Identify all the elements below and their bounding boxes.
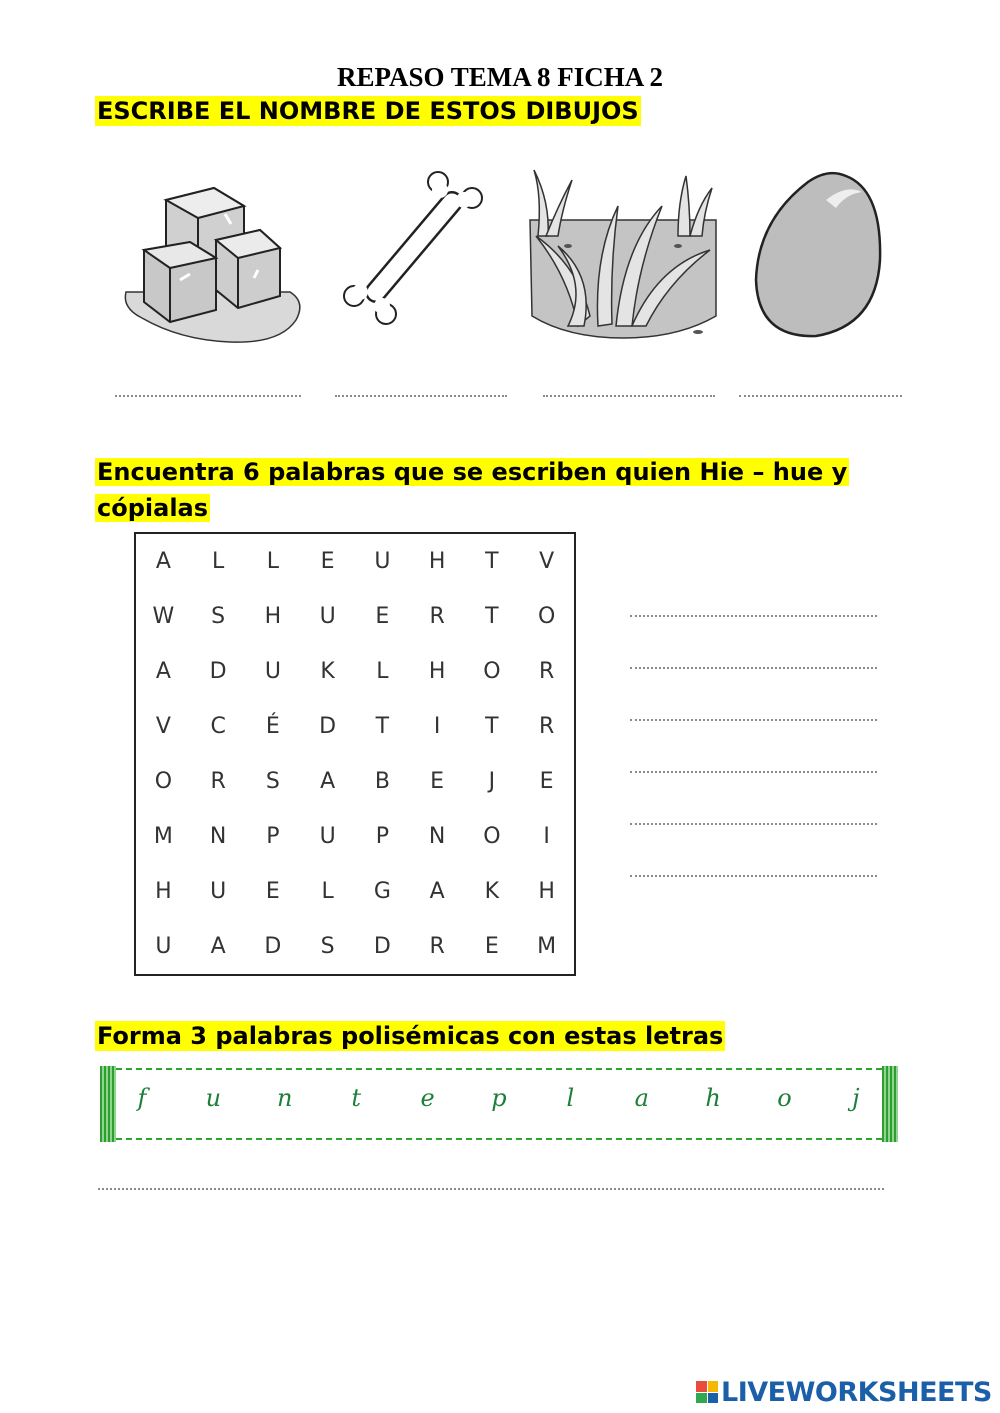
letter-tile: u	[205, 1084, 222, 1112]
grid-cell[interactable]: U	[155, 934, 172, 959]
letters-row	[122, 1084, 876, 1112]
grid-cell[interactable]: K	[320, 659, 335, 684]
grid-cell[interactable]: L	[266, 549, 279, 574]
letter-tile: f	[137, 1084, 147, 1112]
grid-cell[interactable]: U	[264, 659, 281, 684]
grid-cell[interactable]: K	[484, 879, 500, 904]
letter-tile: n	[277, 1084, 293, 1112]
grid-cell[interactable]: T	[485, 714, 499, 739]
grid-cell[interactable]: A	[429, 879, 445, 904]
word-line-3[interactable]	[630, 719, 877, 721]
letter-tile: e	[420, 1084, 435, 1112]
grid-cell[interactable]: É	[265, 714, 280, 739]
grid-cell[interactable]: O	[537, 604, 556, 629]
grid-cell[interactable]: E	[539, 769, 554, 794]
grid-cell[interactable]: R	[429, 604, 445, 629]
grid-cell[interactable]: H	[264, 604, 282, 629]
word-line-2[interactable]	[630, 667, 877, 669]
grid-row	[136, 644, 574, 699]
grid-cell[interactable]: U	[374, 549, 391, 574]
letter-tile: o	[777, 1084, 792, 1112]
word-line-1[interactable]	[630, 615, 877, 617]
grid-cell[interactable]: O	[483, 659, 501, 684]
logo-mark-square	[696, 1381, 707, 1392]
section1-heading: ESCRIBE EL NOMBRE DE ESTOS DIBUJOS	[97, 97, 639, 125]
logo-mark-square	[696, 1393, 707, 1404]
word-line-4[interactable]	[630, 771, 877, 773]
polysemic-answer-line[interactable]	[98, 1188, 884, 1190]
strip-right-border	[882, 1066, 898, 1142]
answer-line-1[interactable]	[115, 395, 301, 397]
logo-mark-square	[708, 1393, 719, 1404]
grid-cell[interactable]: B	[374, 769, 390, 794]
grid-row	[136, 864, 574, 919]
grid-cell[interactable]: S	[211, 604, 226, 629]
grid-cell[interactable]: L	[321, 879, 334, 904]
grid-cell[interactable]: P	[266, 824, 280, 849]
grid-row	[136, 534, 574, 589]
grid-cell[interactable]: D	[373, 934, 391, 959]
grid-cell[interactable]: M	[537, 934, 557, 959]
liveworksheets-logo	[696, 1377, 992, 1407]
grass-picture	[528, 166, 718, 350]
grid-cell[interactable]: U	[319, 604, 336, 629]
grid-cell[interactable]: E	[375, 604, 390, 629]
letters-strip	[100, 1066, 898, 1144]
grid-cell[interactable]: T	[375, 714, 390, 739]
grid-cell[interactable]: R	[210, 769, 226, 794]
grid-cell[interactable]: C	[210, 714, 226, 739]
grid-cell[interactable]: J	[488, 769, 496, 794]
grid-row	[136, 699, 574, 754]
grid-cell[interactable]: U	[210, 879, 227, 904]
liveworksheets-mark-icon	[696, 1381, 718, 1403]
grid-cell[interactable]: G	[373, 879, 391, 904]
word-line-5[interactable]	[630, 823, 877, 825]
grid-cell[interactable]: N	[209, 824, 227, 849]
grid-cell[interactable]: N	[428, 824, 446, 849]
answer-line-4[interactable]	[739, 395, 902, 397]
grid-cell[interactable]: T	[485, 549, 499, 574]
section2-heading-line2: cópialas	[97, 494, 209, 522]
answer-line-2[interactable]	[335, 395, 507, 397]
grid-cell[interactable]: H	[428, 659, 446, 684]
grid-cell[interactable]: A	[210, 934, 226, 959]
egg-picture	[750, 170, 886, 342]
grid-cell[interactable]: H	[538, 879, 555, 904]
grid-cell[interactable]: D	[319, 714, 337, 739]
grid-cell[interactable]: S	[265, 769, 280, 794]
grid-cell[interactable]: P	[375, 824, 390, 849]
grid-cell[interactable]: R	[429, 934, 445, 959]
word-line-6[interactable]	[630, 875, 877, 877]
ice-cubes-picture	[120, 180, 310, 350]
grid-cell[interactable]: I	[543, 824, 550, 849]
section2-heading	[95, 454, 865, 526]
grid-cell[interactable]: E	[430, 769, 445, 794]
grid-cell[interactable]: L	[376, 659, 389, 684]
grid-cell[interactable]: D	[209, 659, 227, 684]
brand-name: LIVEWORKSHEETS	[721, 1376, 992, 1408]
letter-tile: p	[491, 1084, 507, 1112]
letter-tile: t	[351, 1084, 361, 1112]
grid-cell[interactable]: E	[320, 549, 335, 574]
grid-cell[interactable]: R	[538, 714, 555, 739]
section2-heading-line1: Encuentra 6 palabras que se escriben quien Hie – hue y	[97, 458, 848, 486]
grid-cell[interactable]: A	[320, 769, 336, 794]
grid-row	[136, 754, 574, 809]
letter-tile: j	[852, 1084, 860, 1112]
grid-cell[interactable]: O	[154, 769, 173, 794]
logo-mark-square	[708, 1381, 719, 1392]
grid-cell[interactable]: D	[264, 934, 282, 959]
letter-tile: l	[566, 1084, 575, 1112]
letter-tile: a	[634, 1084, 649, 1112]
grid-cell[interactable]: V	[155, 714, 171, 739]
grid-cell[interactable]: H	[155, 879, 172, 904]
grid-cell[interactable]: L	[211, 549, 225, 574]
grid-cell[interactable]: E	[265, 879, 280, 904]
grid-cell[interactable]: W	[152, 604, 175, 629]
section3-heading: Forma 3 palabras polisémicas con estas letras	[97, 1022, 724, 1050]
grid-cell[interactable]: S	[320, 934, 335, 959]
grid-row	[136, 589, 574, 644]
page-title: REPASO TEMA 8 FICHA 2	[336, 62, 664, 92]
grid-cell[interactable]: T	[485, 604, 499, 629]
grid-cell[interactable]: V	[539, 549, 555, 574]
word-search-grid	[134, 532, 576, 976]
answer-line-3[interactable]	[543, 395, 715, 397]
grid-cell[interactable]: H	[428, 549, 446, 574]
grid-cell[interactable]: I	[433, 714, 441, 739]
grid-row	[136, 919, 574, 974]
letter-tile: h	[705, 1084, 721, 1112]
grid-cell[interactable]: O	[483, 824, 501, 849]
bone-picture	[340, 168, 490, 328]
grid-cell[interactable]: M	[153, 824, 173, 849]
grid-cell[interactable]: U	[319, 824, 336, 849]
grid-cell[interactable]: A	[155, 549, 171, 574]
grid-row	[136, 809, 574, 864]
grid-cell[interactable]: A	[155, 659, 171, 684]
strip-left-border	[100, 1066, 116, 1142]
grid-cell[interactable]: E	[484, 934, 499, 959]
grid-cell[interactable]: R	[538, 659, 555, 684]
